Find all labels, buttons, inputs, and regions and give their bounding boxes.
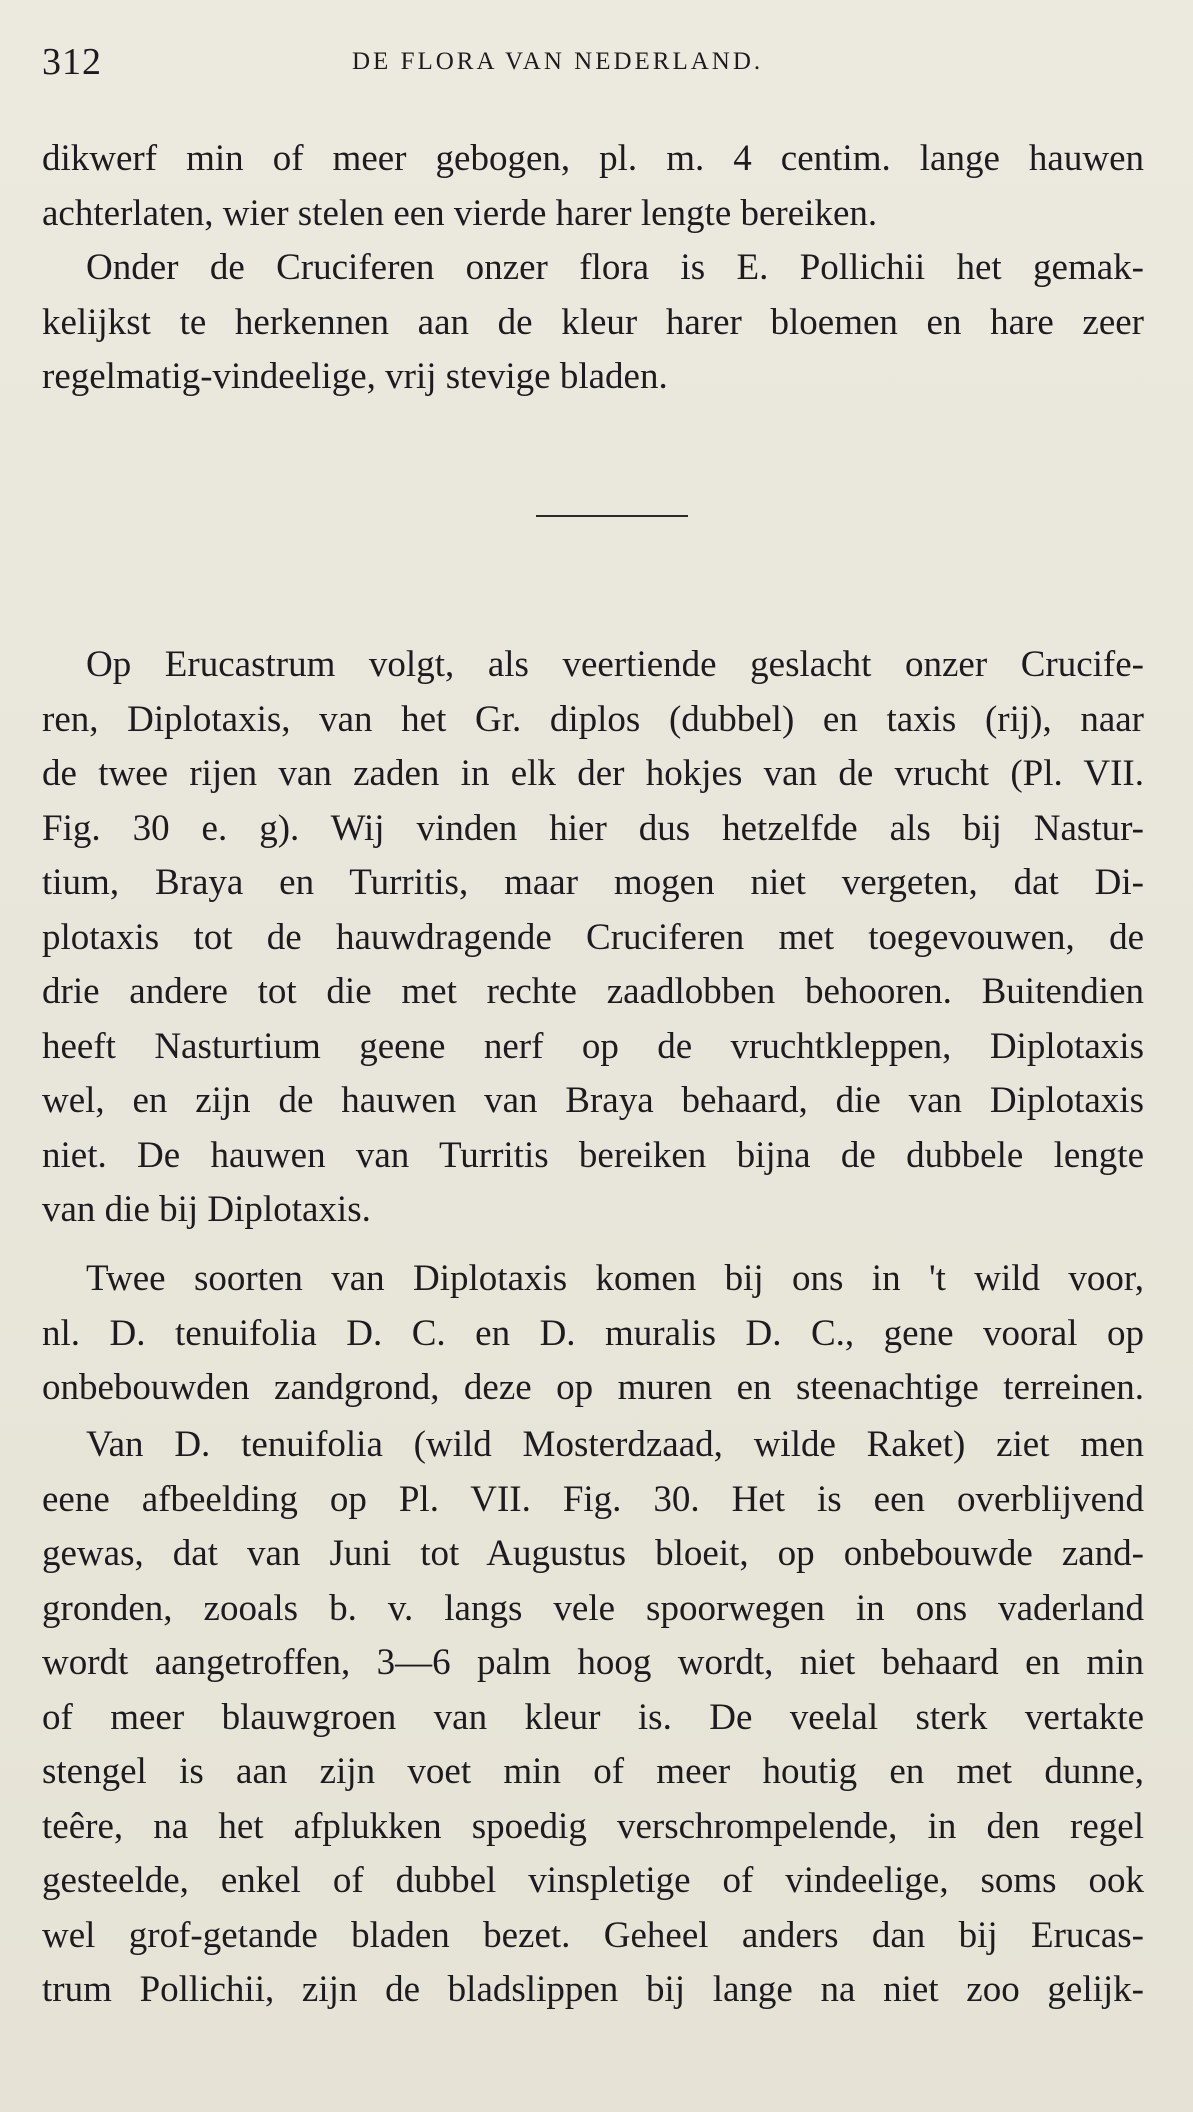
text-line: Fig. 30 e. g). Wij vinden hier dus hetzelfde als bij Nastur- — [42, 807, 1144, 849]
text-line: teêre, na het afplukken spoedig verschrompelende, in den regel — [42, 1805, 1144, 1847]
text-line: kelijkst te herkennen aan de kleur harer bloemen en hare zeer — [42, 301, 1144, 343]
text-line: achterlaten, wier stelen een vierde harer lengte bereiken. — [42, 192, 878, 234]
text-line: stengel is aan zijn voet min of meer houtig en met dunne, — [42, 1751, 1144, 1792]
text-line: wordt aangetroffen, 3—6 palm hoog wordt, niet behaard en min — [42, 1642, 1144, 1683]
text-line: gesteelde, enkel of dubbel vinspletige of vindeelige, soms ook — [42, 1860, 1144, 1901]
section-separator — [536, 515, 688, 517]
text-line: dikwerf min of meer gebogen, pl. m. 4 centim. lange hauwen — [42, 138, 1144, 179]
text-line: Onder de Cruciferen onzer flora is E. Pollichii het gemak- — [86, 247, 1144, 288]
paragraph-5 — [42, 1418, 1144, 2018]
text-line: onbebouwden zandgrond, deze op muren en steenachtige terreinen. — [42, 1367, 1144, 1408]
text-line: trum Pollichii, zijn de bladslippen bij lange na niet zoo gelijk- — [42, 1969, 1144, 2010]
text-line: Van D. tenuifolia (wild Mosterdzaad, wilde Raket) ziet men — [86, 1424, 1144, 1465]
text-line: gewas, dat van Juni tot Augustus bloeit, op onbebouwde zand- — [42, 1533, 1144, 1574]
text-line: of meer blauwgroen van kleur is. De veelal sterk vertakte — [42, 1696, 1144, 1738]
text-line: Twee soorten van Diplotaxis komen bij ons in 't wild voor, — [86, 1258, 1144, 1299]
text-line: gronden, zooals b. v. langs vele spoorwegen in ons vaderland — [42, 1587, 1144, 1629]
text-line: wel, en zijn de hauwen van Braya behaard, die van Diplotaxis — [42, 1080, 1144, 1121]
text-line: tium, Braya en Turritis, maar mogen niet vergeten, dat Di- — [42, 862, 1144, 903]
text-line: ren, Diplotaxis, van het Gr. diplos (dubbel) en taxis (rij), naar — [42, 698, 1144, 740]
text-line: niet. De hauwen van Turritis bereiken bijna de dubbele lengte — [42, 1134, 1144, 1176]
running-head: DE FLORA VAN NEDERLAND. — [352, 48, 764, 75]
paragraph-3 — [42, 638, 1144, 1238]
paragraph-4 — [42, 1252, 1144, 1416]
text-line: wel grof-getande bladen bezet. Geheel anders dan bij Erucas- — [42, 1914, 1144, 1956]
text-line: van die bij Diplotaxis. — [42, 1189, 371, 1230]
text-line: Op Erucastrum volgt, als veertiende geslacht onzer Crucife- — [86, 644, 1144, 685]
text-line: plotaxis tot de hauwdragende Cruciferen met toegevouwen, de — [42, 916, 1144, 958]
text-line: drie andere tot die met rechte zaadlobben behooren. Buitendien — [42, 971, 1144, 1012]
paragraph-1 — [42, 132, 1144, 241]
text-line: regelmatig-vindeelige, vrij stevige bladen. — [42, 356, 668, 397]
text-line: nl. D. tenuifolia D. C. en D. muralis D. C., gene vooral op — [42, 1312, 1144, 1354]
page-header — [42, 40, 1143, 90]
text-line: eene afbeelding op Pl. VII. Fig. 30. Het is een overblijvend — [42, 1478, 1144, 1520]
page-number: 312 — [42, 41, 102, 83]
text-line: heeft Nasturtium geene nerf op de vruchtkleppen, Diplotaxis — [42, 1025, 1144, 1067]
paragraph-2 — [42, 241, 1144, 405]
text-line: de twee rijen van zaden in elk der hokjes van de vrucht (Pl. VII. — [42, 753, 1144, 794]
